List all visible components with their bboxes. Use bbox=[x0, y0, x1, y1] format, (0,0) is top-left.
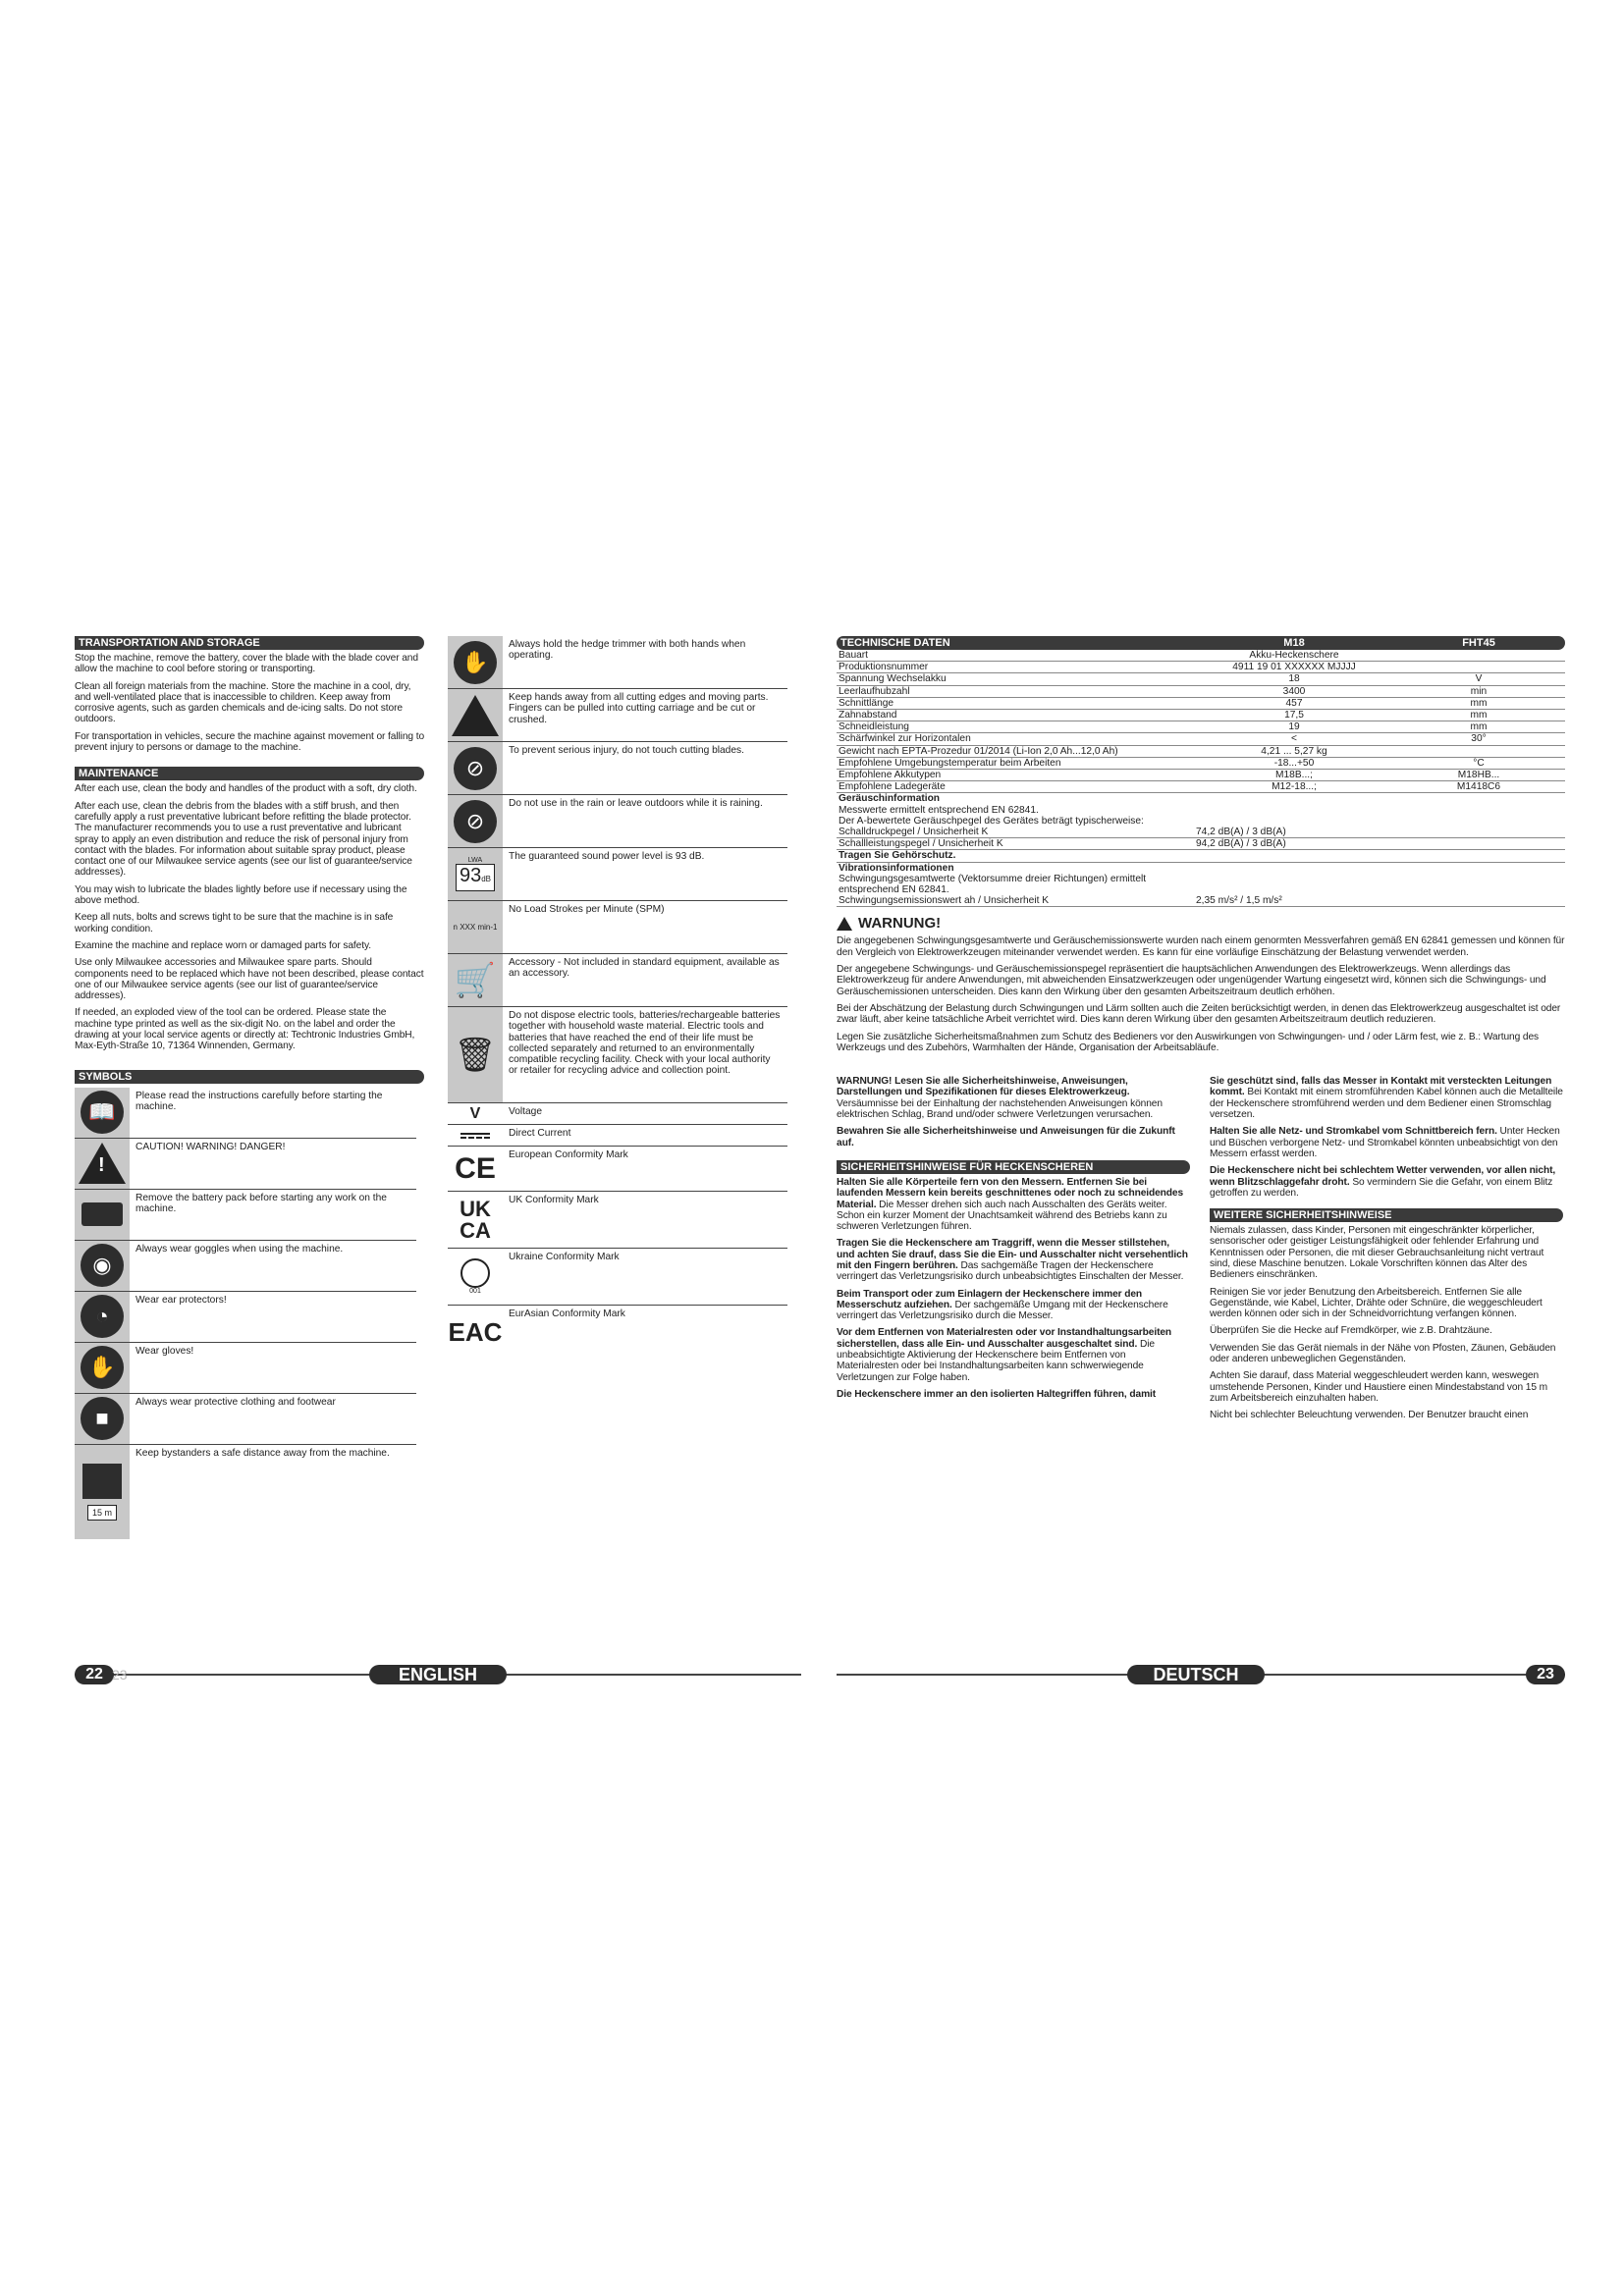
paragraph: Der angegebene Schwingungs- und Geräuschemissionspegel repräsentiert die hauptsächlichen Anwendungen des Elektrowerkzeugs. Wenn allerdings das Elektrowerkzeug für andere Anwendungen, mit abweichenden Einsatzwerkzeugen oder ungenügender Wartung eingesetzt wird, können sich die Schwingungs- und Geräuschemissionen unterscheiden. Dies kann den Wirkung über den gesamten Arbeitszeitraum deutlich erhöhen. bbox=[837, 964, 1546, 997]
ear-protection-icon: ◔ bbox=[75, 1292, 130, 1342]
page-right bbox=[837, 636, 1565, 1706]
symbol-row: LWA 93dB The guaranteed sound power level is 93 dB. bbox=[448, 848, 787, 901]
left-column-2 bbox=[448, 636, 791, 1359]
noise-row: Schalldruckpegel / Unsicherheit K 74,2 dB(A) / 3 dB(A) bbox=[837, 827, 1565, 838]
tech-row: Schnittlänge 457 mm bbox=[837, 698, 1565, 710]
symbol-row: 📖 Please read the instructions carefully before starting the machine. bbox=[75, 1088, 416, 1139]
paragraph: For transportation in vehicles, secure the machine against movement or falling to prevent injury to persons or damage to the machine. bbox=[75, 730, 425, 754]
noise-heading: Geräuschinformation bbox=[839, 793, 941, 805]
page-left bbox=[75, 636, 801, 1706]
paragraph: Clean all foreign materials from the machine. Store the machine in a cool, dry, and well-ventilated place that is inaccessible to children. Keep away from corrosive agents, such as garden chemicals and de-icing salts. Do not store outdoors. bbox=[75, 680, 411, 725]
symbol-row: ■ Always wear protective clothing and footwear bbox=[75, 1394, 416, 1445]
no-touch-blades-icon: ⊘ bbox=[448, 742, 503, 794]
two-hands-icon: ✋ bbox=[448, 636, 503, 688]
footer-left bbox=[75, 1665, 801, 1684]
ce-icon: CE bbox=[448, 1147, 503, 1191]
direct-current-icon bbox=[448, 1125, 503, 1146]
symbol-row: V Voltage bbox=[448, 1103, 787, 1125]
paragraph: Keep all nuts, bolts and screws tight to be sure that the machine is in safe working condition. bbox=[75, 912, 394, 934]
left-column-1 bbox=[75, 636, 424, 1539]
noise-line: Messwerte ermittelt entsprechend EN 62841. bbox=[839, 804, 1039, 816]
vibration-row: Schwingungsemissionswert ah / Unsicherheit K 2,35 m/s² / 1,5 m/s² bbox=[837, 895, 1565, 907]
paragraph: Die angegebenen Schwingungsgesamtwerte und Geräuschemissionswerte wurden nach einem genormten Messverfahren gemäß EN 62841 gemessen und können für den Vergleich von Elektrowerkzeugen miteinander verwendet werden. Es kann für eine vorläufige Einschätzung der Belastung verwendet werden. bbox=[837, 935, 1565, 958]
strokes-icon: n XXX min-1 bbox=[448, 901, 503, 953]
safety-column-2: Sie geschützt sind, falls das Messer in Kontakt mit versteckten Leitungen kommt. Bei Kontakt mit einem stromführenden Kabel können auch die Metallteile der Heckenschere stromführend werden und dem Bediener einen Stromschlag versetzen. Halten Sie alle Netz- und Stromkabel vom Schnittbereich fern. Unter Hecken und Büschen verborgene Netz- und Stromkabel könnten unbeabsichtigt von den Messern erfasst werden. Die Heckenschere nicht bei schlechtem Wetter verwenden, vor allen nicht, wenn Blitzschlaggefahr droht. So vermindern Sie die Gefahr, von einem Blitz getroffen zu werden. WEITERE SICHERHEITSHINWEISE Niemals zulassen, dass Kinder, Personen mit eingeschränkter körperlicher, sensorischer oder geistiger Leistungsfähigkeit oder fehlender Erfahrung und Kenntnissen oder Personen, die mit dieser Gebrauchsanleitung nicht vertraut sind, diese Maschine benutzen. Lokale Vorschriften können das Alter des Bedieners einschränken. Reinigen Sie vor jeder Benutzung den Arbeitsbereich. Entfernen Sie alle Gegenstände, wie Kabel, Lichter, Drähte oder Schnüre, die weggeschleudert werden können oder sich in der Schneidvorrichtung verfangen können. Überprüfen Sie die Hecke auf Fremdkörper, wie z.B. Drahtzäune. Verwenden Sie das Gerät niemals in der Nähe von Pfosten, Zäunen, Gebäuden oder anderen unbeweglichen Gegenständen. Achten Sie darauf, dass Material weggeschleudert werden kann, weswegen umstehende Personen, Kinder und Haustiere einen Mindestabstand von 15 m zum Arbeitsbereich einzuhalten haben. Nicht bei schlechter Beleuchtung verwenden. Der Benutzer braucht einen bbox=[1210, 1076, 1563, 1421]
vibration-line: Schwingungsgesamtwerte (Vektorsumme dreier Richtungen) ermittelt entsprechend EN 62841. bbox=[839, 873, 1147, 896]
symbol-row: ◉ Always wear goggles when using the machine. bbox=[75, 1241, 416, 1292]
cart-icon: 🛒 bbox=[448, 954, 503, 1006]
symbol-row: 🗑 Do not dispose electric tools, batteries/rechargeable batteries together with household waste material. Electric tools and batteries that have reached the end of their life must be collected separately and returned to an environmentally compatible recycling facility. Check with your local authority or retailer for recycling advice and collection point. bbox=[448, 1007, 787, 1103]
symbol-row: ◔ Wear ear protectors! bbox=[75, 1292, 416, 1343]
symbol-row: Direct Current bbox=[448, 1125, 787, 1147]
tech-row: Bauart Akku-Heckenschere bbox=[837, 650, 1565, 662]
symbol-row: 001 Ukraine Conformity Mark bbox=[448, 1249, 787, 1306]
symbol-row: 🛒 Accessory - Not included in standard equipment, available as an accessory. bbox=[448, 954, 787, 1007]
paragraph: Legen Sie zusätzliche Sicherheitsmaßnahmen zum Schutz des Bedieners vor den Auswirkungen von Schwingungen- und / oder Lärm fest, wie z. B.: Wartung des Werkzeugs und des Zubehörs, Warmhalten der Hände, Organisation der Arbeitsabläufe. bbox=[837, 1031, 1540, 1053]
symbol-row: ✋ Wear gloves! bbox=[75, 1343, 416, 1394]
symbols-table bbox=[75, 1088, 416, 1539]
ukraine-icon: 001 bbox=[448, 1249, 503, 1305]
section-heading-transport: TRANSPORTATION AND STORAGE bbox=[75, 636, 424, 650]
remove-battery-icon bbox=[75, 1190, 130, 1240]
voltage-icon: V bbox=[448, 1103, 503, 1124]
paragraph: Use only Milwaukee accessories and Milwaukee spare parts. Should components need to be replaced which have not been described, please contact one of our Milwaukee service agents (see our list of guarantee/service addresses). bbox=[75, 957, 424, 1002]
read-manual-icon: 📖 bbox=[75, 1088, 130, 1138]
safety-column-1: WARNUNG! Lesen Sie alle Sicherheitshinweise, Anweisungen, Darstellungen und Spezifikationen für dieses Elektrowerkzeug. Versäumnisse bei der Einhaltung der nachstehenden Anweisungen können elektrischen Schlag, Brand und/oder schwere Verletzungen verursachen. Bewahren Sie alle Sicherheitshinweise und Anweisungen für die Zukunft auf. SICHERHEITSHINWEISE FÜR HECKENSCHEREN Halten Sie alle Körperteile fern von den Messern. Entfernen Sie bei laufenden Messern kein bereits geschnittenes oder noch zu schneidendes Material. Die Messer drehen sich auch nach Ausschalten des Geräts weiter. Schon ein kurzer Moment der Unachtsamkeit während des Betriebs kann zu schweren Verletzungen führen. Tragen Sie die Heckenschere am Traggriff, wenn die Messer stillstehen, und achten Sie drauf, dass Sie die Ein- und Ausschalter nicht versehentlich mit den Fingern berühren. Das sachgemäße Tragen der Heckenschere verringert das Verletzungsrisiko durch unbeabsichtigtes Einschalten der Messer. Beim Transport oder zum Einlagern der Heckenschere immer den Messerschutz aufziehen. Der sachgemäße Umgang mit der Heckenschere verringert das Verletzungsrisiko durch die Messer. Vor dem Entfernen von Materialresten oder vor Instandhaltungsarbeiten sicherstellen, dass alle Ein- und Ausschalter ausgeschaltet sind. Die unbeabsichtigte Aktivierung der Heckenschere beim Entfernen von Materialresten oder bei Instandhaltungsarbeiten kann schwerwiegende Verletzungen zur Folge haben. Die Heckenschere immer an den isolierten Haltegriffen führen, damit bbox=[837, 1073, 1190, 1406]
section-heading-symbols: SYMBOLS bbox=[75, 1070, 424, 1084]
symbols-table-2 bbox=[448, 636, 787, 1359]
symbol-row: CE European Conformity Mark bbox=[448, 1147, 787, 1192]
gloves-icon: ✋ bbox=[75, 1343, 130, 1393]
tech-rows bbox=[837, 650, 1565, 793]
paragraph: If needed, an exploded view of the tool can be ordered. Please state the machine type printed as well as the six-digit No. on the label and order the drawing at your local service agents or directly at: Techtronic Industries GmbH, Max-Eyth-Straße 10, 71364 Winnenden, Germany. bbox=[75, 1007, 415, 1052]
warning-triangle-icon: ! bbox=[75, 1139, 130, 1189]
bystanders-distance-icon: 15 m bbox=[75, 1445, 130, 1539]
tech-row: Empfohlene Akkutypen M18B...; M18HB... bbox=[837, 770, 1565, 781]
tech-row: Produktionsnummer 4911 19 01 XXXXXX MJJJJ bbox=[837, 662, 1565, 673]
vibration-heading: Vibrationsinformationen bbox=[839, 862, 954, 874]
symbol-row: Remove the battery pack before starting any work on the machine. bbox=[75, 1190, 416, 1241]
no-rain-icon: ⊘ bbox=[448, 795, 503, 847]
warning-triangle-icon bbox=[837, 917, 852, 931]
weee-icon: 🗑 bbox=[448, 1007, 503, 1102]
symbol-row: EAC EurAsian Conformity Mark bbox=[448, 1306, 787, 1359]
tech-row: Empfohlene Umgebungstemperatur beim Arbeiten -18...+50 °C bbox=[837, 758, 1565, 770]
noise-row: Schallleistungspegel / Unsicherheit K 94,2 dB(A) / 3 dB(A) bbox=[837, 838, 1565, 850]
goggles-icon: ◉ bbox=[75, 1241, 130, 1291]
noise-line: Der A-bewertete Geräuschpegel des Gerätes beträgt typischerweise: bbox=[839, 815, 1144, 827]
paragraph: Examine the machine and replace worn or damaged parts for safety. bbox=[75, 939, 371, 951]
language-label: ENGLISH bbox=[369, 1665, 507, 1684]
section-heading-more-safety: WEITERE SICHERHEITSHINWEISE bbox=[1210, 1208, 1563, 1222]
symbol-row: 15 m Keep bystanders a safe distance away from the machine. bbox=[75, 1445, 416, 1539]
symbol-row: ! CAUTION! WARNING! DANGER! bbox=[75, 1139, 416, 1190]
tech-row: Leerlaufhubzahl 3400 min bbox=[837, 686, 1565, 698]
symbol-row: n XXX min-1 No Load Strokes per Minute (SPM) bbox=[448, 901, 787, 954]
symbol-row: UK CA UK Conformity Mark bbox=[448, 1192, 787, 1249]
safety-columns bbox=[837, 1073, 1565, 1505]
section-heading-safety: SICHERHEITSHINWEISE FÜR HECKENSCHEREN bbox=[837, 1160, 1190, 1174]
section-heading-maintenance: MAINTENANCE bbox=[75, 767, 424, 780]
page-number: 23 bbox=[1526, 1665, 1565, 1684]
page-number-ghost: 23 bbox=[112, 1667, 128, 1682]
tech-table-header: TECHNISCHE DATEN M18 FHT45 bbox=[837, 636, 1565, 650]
tech-row: Empfohlene Ladegeräte M12-18...; M1418C6 bbox=[837, 781, 1565, 793]
warning-title: WARNUNG! bbox=[837, 915, 1565, 932]
language-label: DEUTSCH bbox=[1127, 1665, 1265, 1684]
symbol-row: Keep hands away from all cutting edges and moving parts. Fingers can be pulled into cutting carriage and be cut or crushed. bbox=[448, 689, 787, 742]
paragraph: After each use, clean the body and handles of the product with a soft, dry cloth. bbox=[75, 783, 417, 795]
tech-row: Schneidleistung 19 mm bbox=[837, 721, 1565, 733]
hands-away-icon bbox=[448, 689, 503, 741]
paragraph: Stop the machine, remove the battery, cover the blade with the blade cover and allow the machine to cool before storing or transporting. bbox=[75, 653, 418, 675]
tech-table bbox=[837, 636, 1565, 907]
tech-row: Schärfwinkel zur Horizontalen < 30° bbox=[837, 733, 1565, 745]
eac-icon: EAC bbox=[448, 1306, 503, 1359]
tech-row: Spannung Wechselakku 18 V bbox=[837, 673, 1565, 685]
ear-protection-note: Tragen Sie Gehörschutz. bbox=[837, 850, 1565, 862]
ukca-icon: UK CA bbox=[448, 1192, 503, 1248]
footer-right bbox=[837, 1665, 1565, 1684]
boots-icon: ■ bbox=[75, 1394, 130, 1444]
sound-power-icon: LWA 93dB bbox=[448, 848, 503, 900]
paragraph: You may wish to lubricate the blades lightly before use if necessary using the above method. bbox=[75, 883, 407, 907]
page-number: 22 bbox=[75, 1665, 114, 1684]
symbol-row: ✋ Always hold the hedge trimmer with both hands when operating. bbox=[448, 636, 787, 689]
tech-row: Gewicht nach EPTA-Prozedur 01/2014 (Li-Ion 2,0 Ah...12,0 Ah) 4,21 ... 5,27 kg bbox=[837, 746, 1565, 758]
symbol-row: ⊘ Do not use in the rain or leave outdoors while it is raining. bbox=[448, 795, 787, 848]
symbol-row: ⊘ To prevent serious injury, do not touch cutting blades. bbox=[448, 742, 787, 795]
paragraph: After each use, clean the debris from the blades with a stiff brush, and then carefully apply a rust preventative lubricant before refitting the blade protector. The manufacturer recommends you to use a rust preventative and lubricant spray to apply an even distribution and reduce the risk of personal injury from contact with the blades. For information about suitable spray product, please contact one of our Milwaukee service agents (see our list of guarantee/service addresses). bbox=[75, 800, 412, 879]
paragraph: Bei der Abschätzung der Belastung durch Schwingungen und Lärm sollten auch die Zeiten berücksichtigt werden, in denen das Elektrowerkzeug ausgeschaltet ist oder zwar läuft, aber keine tatsächliche Arbeit verrichtet wird. Dies kann deren Wirkung über den gesamten Arbeitszeitraum deutlich reduzieren. bbox=[837, 1002, 1561, 1026]
tech-row: Zahnabstand 17,5 mm bbox=[837, 710, 1565, 721]
